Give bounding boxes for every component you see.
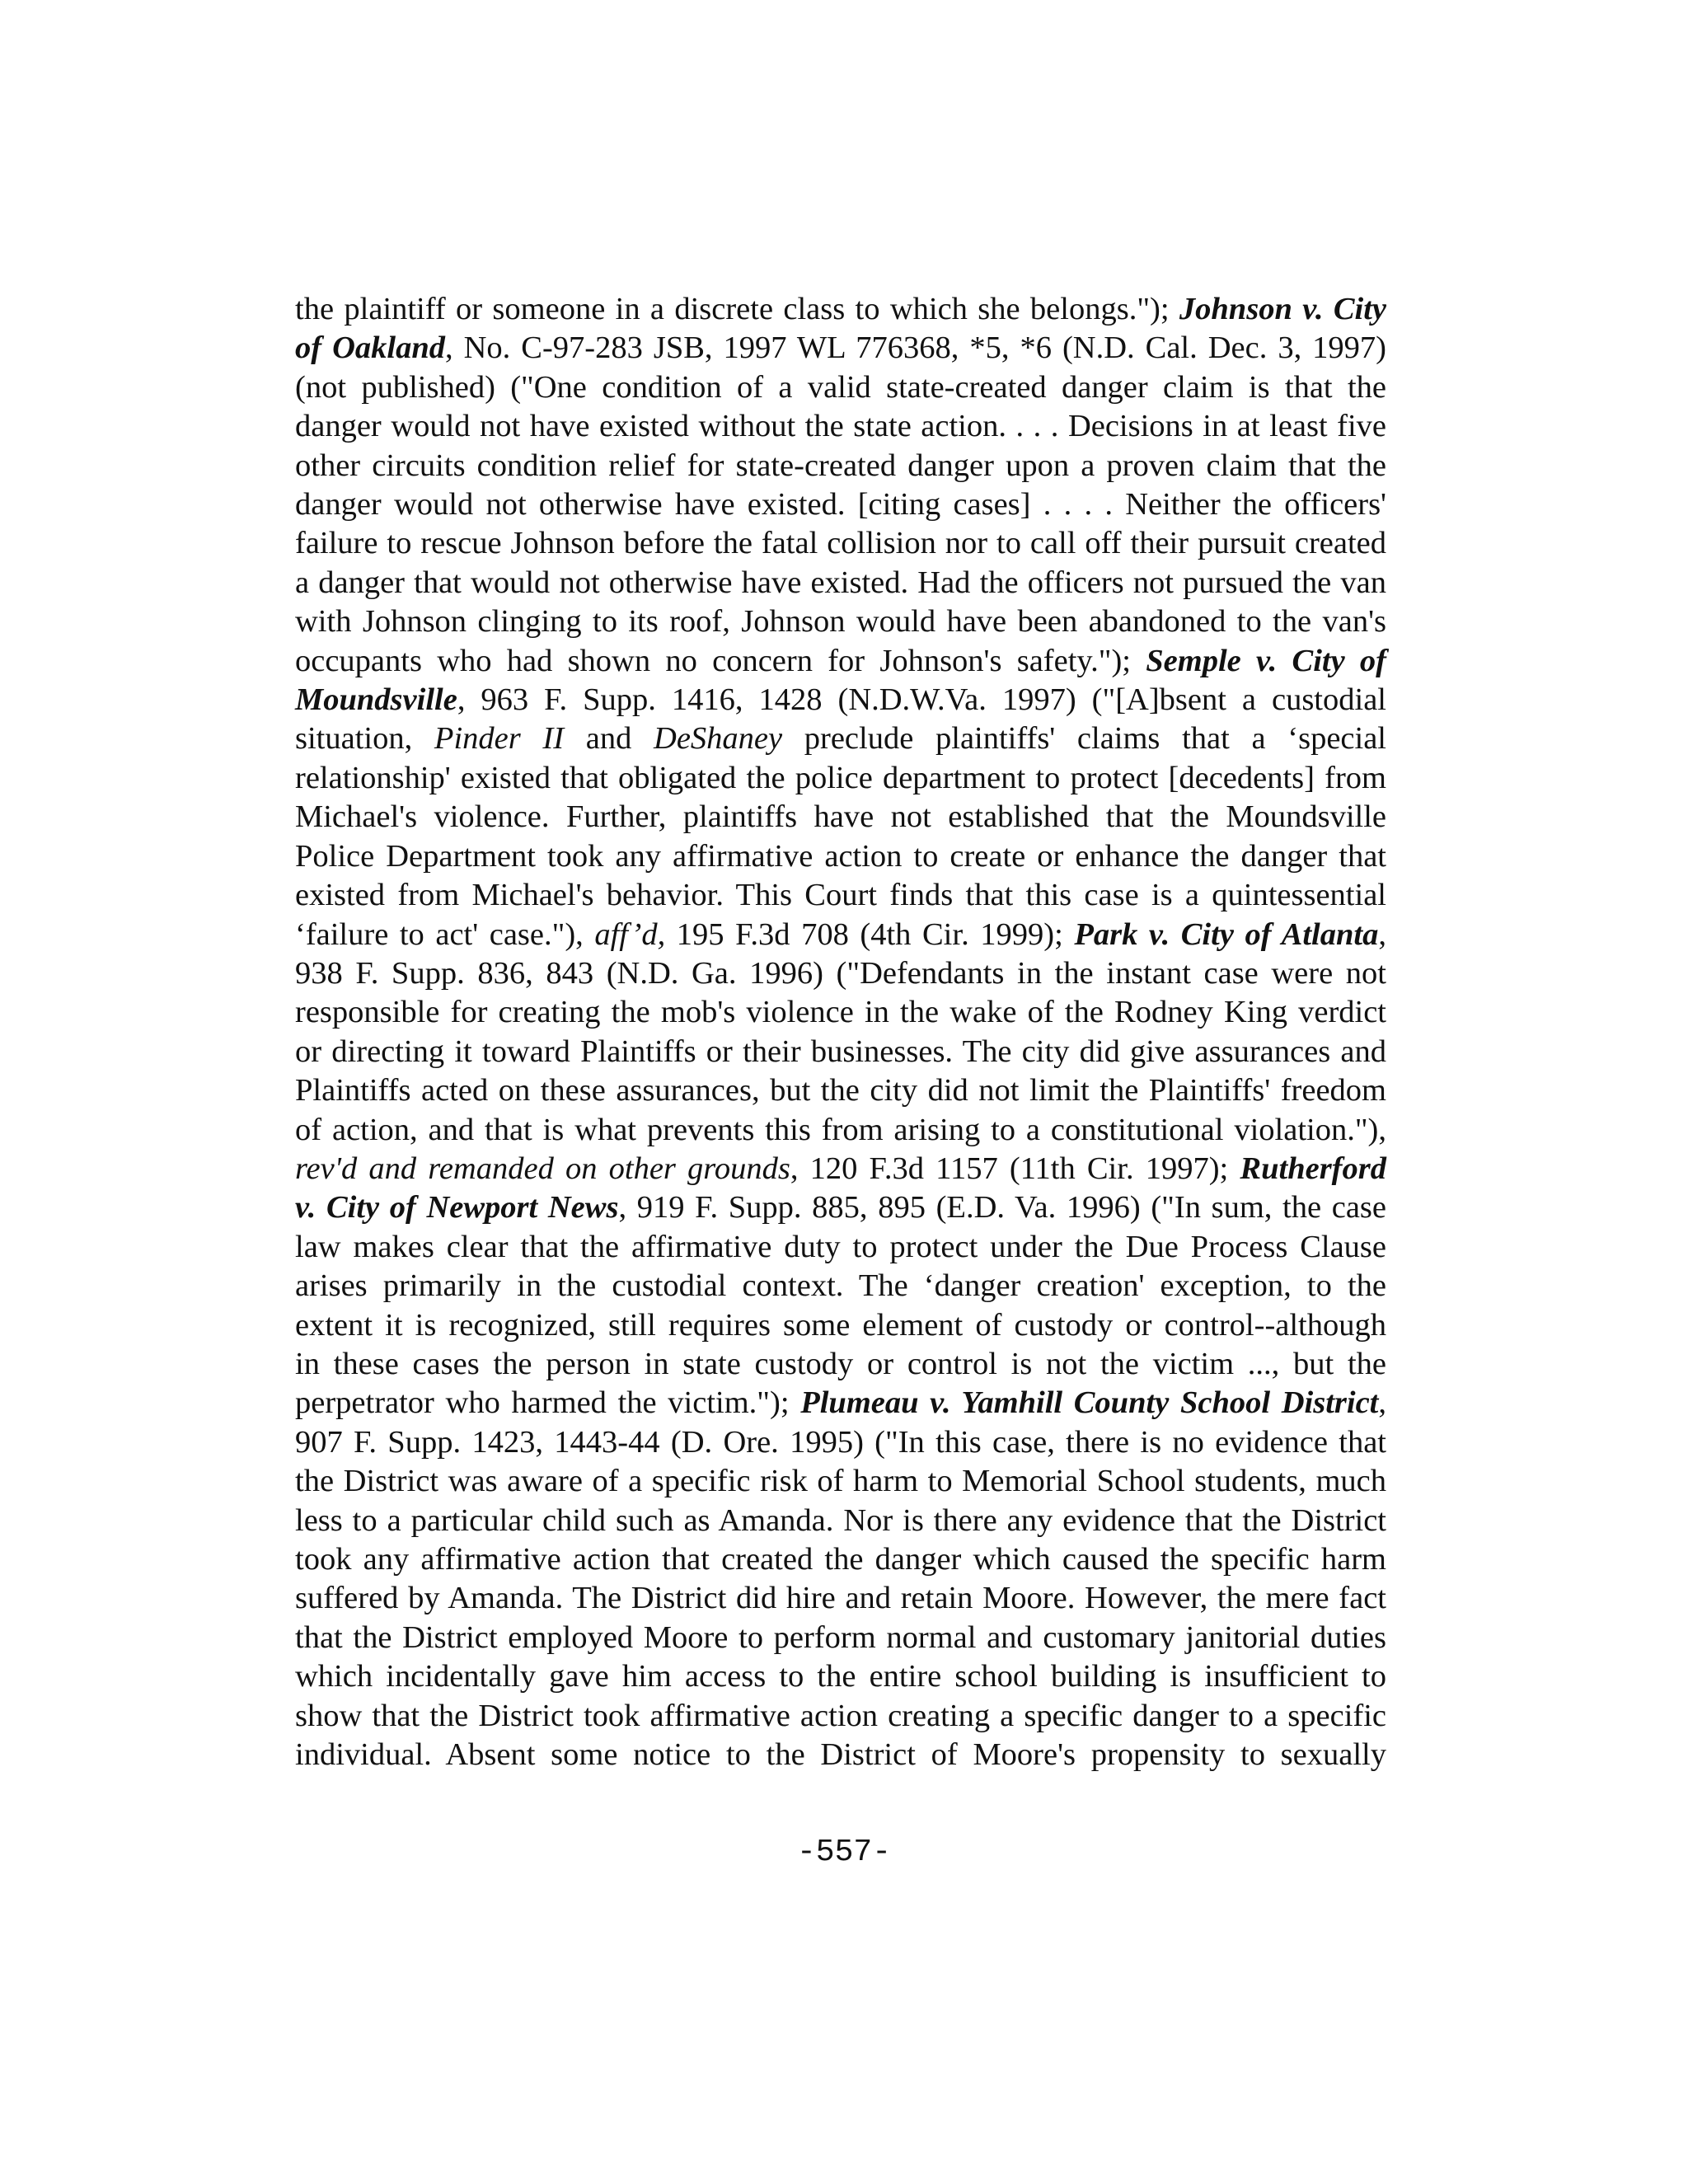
text-run: occupants who had shown no concern for Johnson's safety."); [295,643,1146,678]
text-line [295,1267,1386,1305]
text-line [295,954,1386,993]
text-run: ‘failure to act' case."), [295,916,595,952]
text-line [295,290,1386,329]
text-line [295,759,1386,798]
text-run: Michael's violence. Further, plaintiffs have not established that the Moundsville [295,799,1386,835]
text-line [295,602,1386,641]
text-run: extent it is recognized, still requires some element of custody or control--although [295,1307,1386,1343]
text-run: relationship' existed that obligated the police department to protect [decedents] from [295,760,1386,795]
text-run: the District was aware of a specific risk of harm to Memorial School students, much [295,1464,1386,1499]
text-run: that the District employed Moore to perform normal and customary janitorial duties [295,1619,1386,1655]
case-name: Johnson v. City [1179,292,1386,326]
text-run: responsible for creating the mob's violence in the wake of the Rodney King verdict [295,995,1386,1030]
text-line [295,1150,1386,1188]
text-run: arises primarily in the custodial context. The ‘danger creation' exception, to the [295,1268,1386,1304]
text-run: danger would not have existed without the state action. . . . Decisions in at least five [295,409,1386,444]
text-line [295,1033,1386,1071]
text-run: existed from Michael's behavior. This Court finds that this case is a quintessential [295,878,1386,913]
text-run: or directing it toward Plaintiffs or their businesses. The city did give assurances and [295,1033,1386,1069]
text-run: in these cases the person in state custody or control is not the victim ..., but the [295,1346,1386,1381]
text-line [295,719,1386,758]
text-line [295,1071,1386,1110]
text-line [295,1345,1386,1384]
text-line [295,1188,1386,1227]
case-name: Plumeau v. Yamhill County School District [800,1385,1379,1421]
text-run: of action, and that is what prevents this from arising to a constitutional violation."), [295,1112,1386,1147]
text-line [295,564,1386,602]
text-line [295,1579,1386,1618]
text-line [295,1657,1386,1696]
text-run: with Johnson clinging to its roof, Johnson would have been abandoned to the van's [295,604,1386,640]
text-line [295,876,1386,915]
body-paragraph [295,290,1386,1774]
case-name: Semple v. City of [1146,643,1386,678]
text-run: perpetrator who harmed the victim."); [295,1385,801,1421]
text-run: other circuits condition relief for state-created danger upon a proven claim that the [295,448,1386,483]
text-line [295,916,1386,954]
text-line [295,1423,1386,1462]
text-line [295,524,1386,563]
text-run: (not published) ("One condition of a valid state-created danger claim is that the [295,369,1386,405]
text-line [295,798,1386,837]
text-line [295,485,1386,524]
text-line [295,1111,1386,1150]
case-name: Rutherford [1240,1151,1386,1186]
italic-text: Pinder II [434,721,565,757]
text-line [295,1736,1386,1774]
case-name: Moundsville [295,682,457,718]
text-run: Police Department took any affirmative action to create or enhance the danger that [295,838,1386,874]
text-run: and [564,721,654,757]
text-line [295,993,1386,1032]
italic-text: rev'd and remanded on other grounds [295,1151,790,1186]
text-line [295,1306,1386,1345]
text-line [295,1697,1386,1736]
text-run: , 919 F. Supp. 885, 895 (E.D. Va. 1996) ("In sum, the case [618,1190,1386,1226]
text-line [295,368,1386,407]
text-line [295,1619,1386,1657]
page-number: -557- [796,1835,892,1870]
text-line [295,1540,1386,1579]
text-run: , [1378,916,1386,952]
text-run: , 963 F. Supp. 1416, 1428 (N.D.W.Va. 1997) ("[A]bsent a custodial [457,682,1386,718]
text-line [295,642,1386,681]
text-run: , 120 F.3d 1157 (11th Cir. 1997); [790,1151,1240,1186]
text-run: 938 F. Supp. 836, 843 (N.D. Ga. 1996) ("Defendants in the instant case were not [295,955,1386,991]
case-name: v. City of Newport News [295,1190,619,1226]
text-run: the plaintiff or someone in a discrete class to which she belongs."); [295,292,1179,326]
text-run: took any affirmative action that created the danger which caused the specific harm [295,1542,1386,1577]
text-line [295,447,1386,485]
text-run: 195 F.3d 708 (4th Cir. 1999); [665,916,1075,952]
text-line [295,329,1386,368]
text-run: a danger that would not otherwise have existed. Had the officers not pursued the van [295,565,1386,600]
text-run: show that the District took affirmative action creating a specific danger to a specific [295,1698,1386,1733]
text-run: law makes clear that the affirmative duty to protect under the Due Process Clause [295,1229,1386,1264]
case-name: of Oakland [295,330,445,366]
text-run: preclude plaintiffs' claims that a ‘special [782,721,1387,757]
text-line [295,1228,1386,1267]
text-line [295,837,1386,876]
text-run: individual. Absent some notice to the District of Moore's propensity to sexually [295,1737,1386,1773]
text-line [295,1384,1386,1422]
text-run: 907 F. Supp. 1423, 1443-44 (D. Ore. 1995) ("In this case, there is no evidence that [295,1424,1386,1460]
text-line [295,407,1386,446]
text-run: , [1378,1385,1386,1421]
text-line [295,1462,1386,1501]
text-run: which incidentally gave him access to the entire school building is insufficient to [295,1659,1386,1694]
text-run: Plaintiffs acted on these assurances, but the city did not limit the Plaintiffs' freedom [295,1073,1386,1108]
text-run: failure to rescue Johnson before the fatal collision nor to call off their pursuit created [295,526,1386,561]
text-run: , No. C-97-283 JSB, 1997 WL 776368, *5, *6 (N.D. Cal. Dec. 3, 1997) [444,330,1387,366]
italic-text: DeShaney [654,721,783,757]
text-run: situation, [295,721,434,757]
text-line [295,681,1386,719]
text-run: danger would not otherwise have existed. [citing cases] . . . . Neither the officers' [295,487,1386,523]
text-run: suffered by Amanda. The District did hire and retain Moore. However, the mere fact [295,1581,1386,1616]
text-run: less to a particular child such as Amanda. Nor is there any evidence that the District [295,1502,1386,1538]
text-line [295,1502,1386,1540]
case-name: Park v. City of Atlanta [1074,916,1379,952]
italic-text: aff’d, [594,916,666,952]
